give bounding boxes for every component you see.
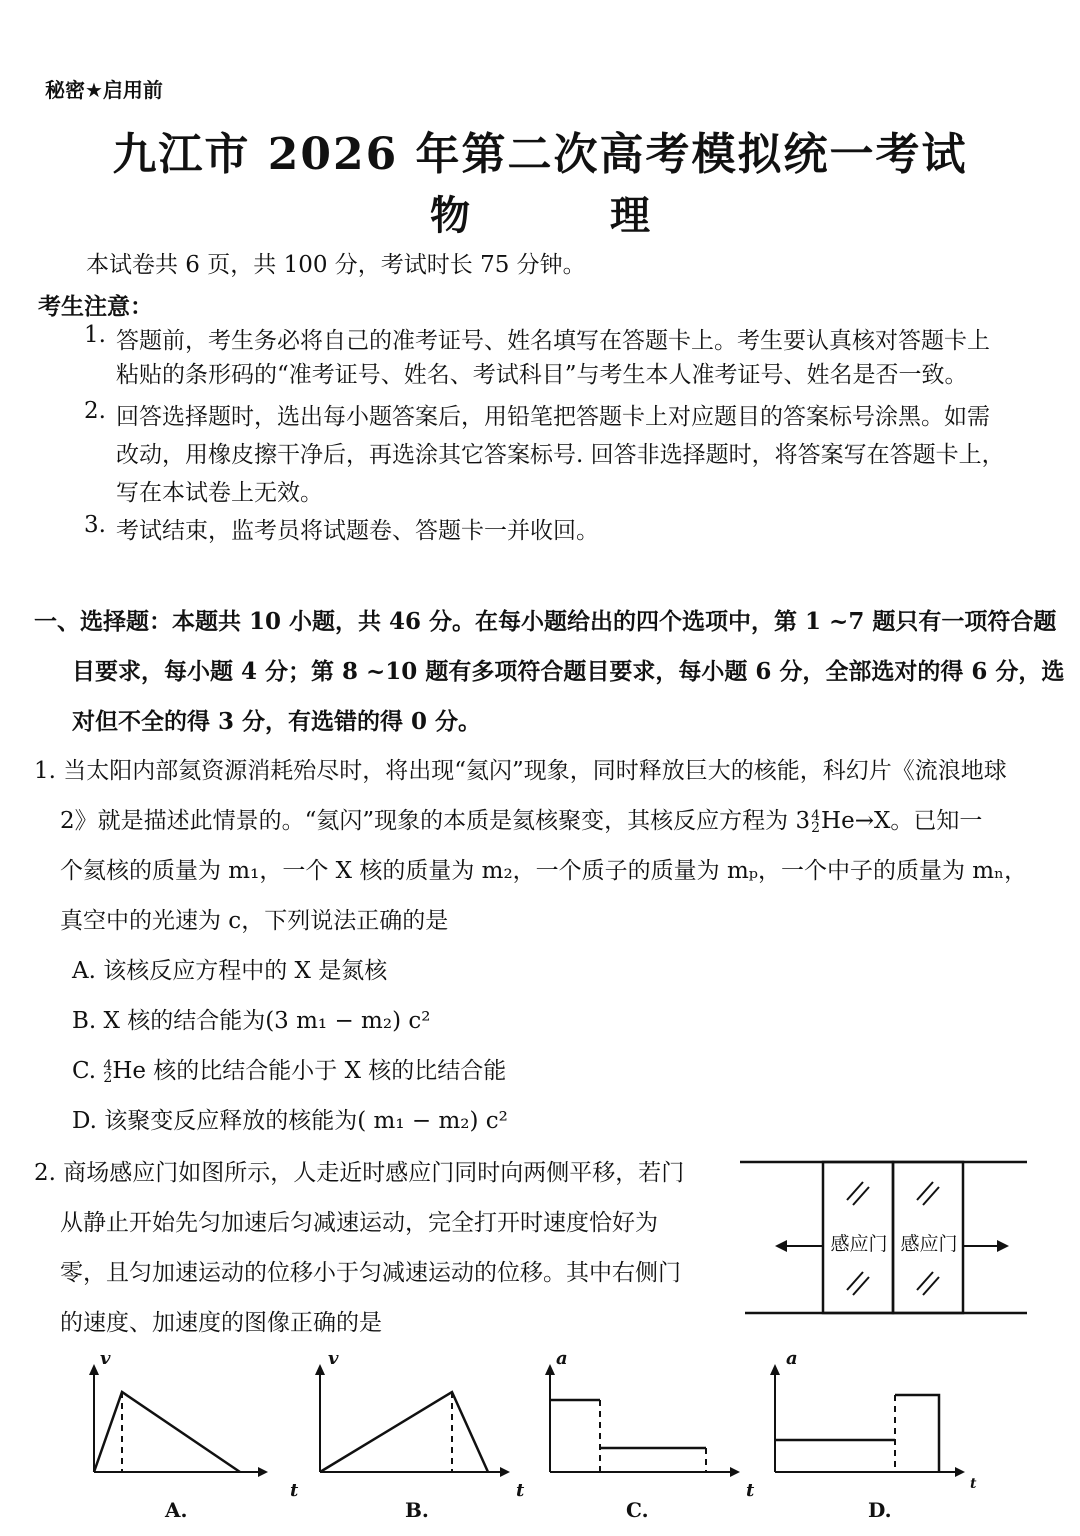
a-axis-arrow — [545, 1364, 555, 1375]
a-axis-arrow — [770, 1364, 780, 1375]
door-label-right: 感应门 — [900, 1233, 958, 1255]
graph-b-xlabel: t — [516, 1480, 525, 1501]
graph-a-xlabel: t — [290, 1480, 299, 1501]
door-label-left: 感应门 — [830, 1233, 888, 1255]
v-axis-arrow — [89, 1364, 99, 1375]
graph-a-label: A. — [165, 1498, 188, 1522]
section-heading-line: 目要求，每小题 4 分；第 8 ~10 题有多项符合题目要求，每小题 6 分，全部选对的得 6 分，选 — [72, 658, 1065, 685]
option-c: C. 4 2 He 核的比结合能小于 X 核的比结合能 — [72, 1058, 507, 1086]
t-axis-arrow — [500, 1467, 510, 1477]
graph-c-xlabel: t — [746, 1480, 755, 1501]
question-2-stem-line: 零，且匀加速运动的位移小于匀减速运动的位移。其中右侧门 — [60, 1260, 681, 1286]
graph-b-label: B. — [405, 1498, 429, 1522]
graph-c-ylabel: a — [556, 1348, 568, 1369]
graph-a-ylabel: v — [100, 1348, 111, 1369]
option-d: D. 该聚变反应释放的核能为( m₁ − m₂) c² — [72, 1108, 508, 1134]
graph-b-ylabel: v — [328, 1348, 339, 1369]
v-axis-arrow — [315, 1364, 325, 1375]
section-heading: 一、选择题：本题共 10 小题，共 46 分。在每小题给出的四个选项中，第 1 ~7 题只有一项符合题 — [34, 608, 1057, 635]
question-2-stem-line: 从静止开始先匀加速后匀减速运动，完全打开时速度恰好为 — [60, 1210, 658, 1236]
notice-item-line: 考试结束，监考员将试题卷、答题卡一并收回。 — [116, 518, 599, 544]
velocity-line — [94, 1392, 240, 1472]
velocity-line — [320, 1392, 488, 1472]
notice-heading: 考生注意： — [38, 294, 153, 320]
question-2-stem-line: 的速度、加速度的图像正确的是 — [60, 1310, 382, 1336]
notice-item-number: 2. — [84, 398, 106, 424]
nuclide-notation: 4 2 — [103, 1058, 113, 1086]
option-a: A. 该核反应方程中的 X 是氮核 — [72, 958, 388, 984]
section-heading-line: 对但不全的得 3 分，有选错的得 0 分。 — [72, 708, 482, 735]
notice-item-line: 写在本试卷上无效。 — [116, 480, 323, 506]
exam-title: 九江市 2026 年第二次高考模拟统一考试 — [112, 129, 968, 180]
right-arrow-icon — [997, 1240, 1009, 1252]
left-arrow-icon — [775, 1240, 787, 1252]
nuclide-notation: 4 2 — [811, 808, 821, 836]
question-1-stem-line: 2》就是描述此情景的。“氦闪”现象的本质是氦核聚变，其核反应方程为 3 4 2 He→X。已知一 — [60, 808, 983, 836]
graph-d-xlabel: t — [970, 1476, 977, 1492]
graph-d-ylabel: a — [786, 1348, 798, 1369]
notice-item-line: 改动，用橡皮擦干净后，再选涂其它答案标号. 回答非选择题时，将答案写在答题卡上， — [116, 442, 1005, 468]
question-2-stem: 2. 商场感应门如图所示，人走近时感应门同时向两侧平移，若门 — [34, 1160, 685, 1186]
question-1-stem: 1. 当太阳内部氦资源消耗殆尽时，将出现“氦闪”现象，同时释放巨大的核能，科幻片《流浪地球 — [34, 758, 1007, 784]
subject-title — [0, 184, 1080, 241]
graph-c — [538, 1350, 748, 1480]
graph-c-label: C. — [626, 1498, 649, 1522]
subject-char: 物 — [430, 192, 470, 239]
notice-item-number: 3. — [84, 512, 106, 538]
notice-item-line: 答题前，考生务必将自己的准考证号、姓名填写在答题卡上。考生要认真核对答题卡上 — [116, 328, 990, 354]
exam-intro: 本试卷共 6 页，共 100 分，考试时长 75 分钟。 — [86, 252, 586, 278]
t-axis-arrow — [730, 1467, 740, 1477]
question-1-stem-line: 个氦核的质量为 m₁，一个 X 核的质量为 m₂，一个质子的质量为 mₚ，一个中子的质量为 mₙ， — [60, 858, 1028, 884]
graph-d-label: D. — [868, 1498, 892, 1522]
graph-a — [82, 1350, 292, 1480]
graph-d — [763, 1350, 978, 1480]
t-axis-arrow — [955, 1467, 965, 1477]
notice-item-number: 1. — [84, 322, 106, 348]
option-b: B. X 核的结合能为(3 m₁ − m₂) c² — [72, 1008, 431, 1034]
graph-b — [308, 1350, 518, 1480]
confidential-mark: 秘密★启用前 — [45, 78, 163, 102]
subject-char: 理 — [610, 192, 650, 239]
acceleration-segment-2 — [895, 1395, 939, 1472]
question-1-stem-line: 真空中的光速为 c，下列说法正确的是 — [60, 908, 449, 934]
notice-item-line: 回答选择题时，选出每小题答案后，用铅笔把答题卡上对应题目的答案标号涂黑。如需 — [116, 404, 990, 430]
t-axis-arrow — [258, 1467, 268, 1477]
notice-item-line: 粘贴的条形码的“准考证号、姓名、考试科目”与考生本人准考证号、姓名是否一致。 — [116, 362, 968, 388]
